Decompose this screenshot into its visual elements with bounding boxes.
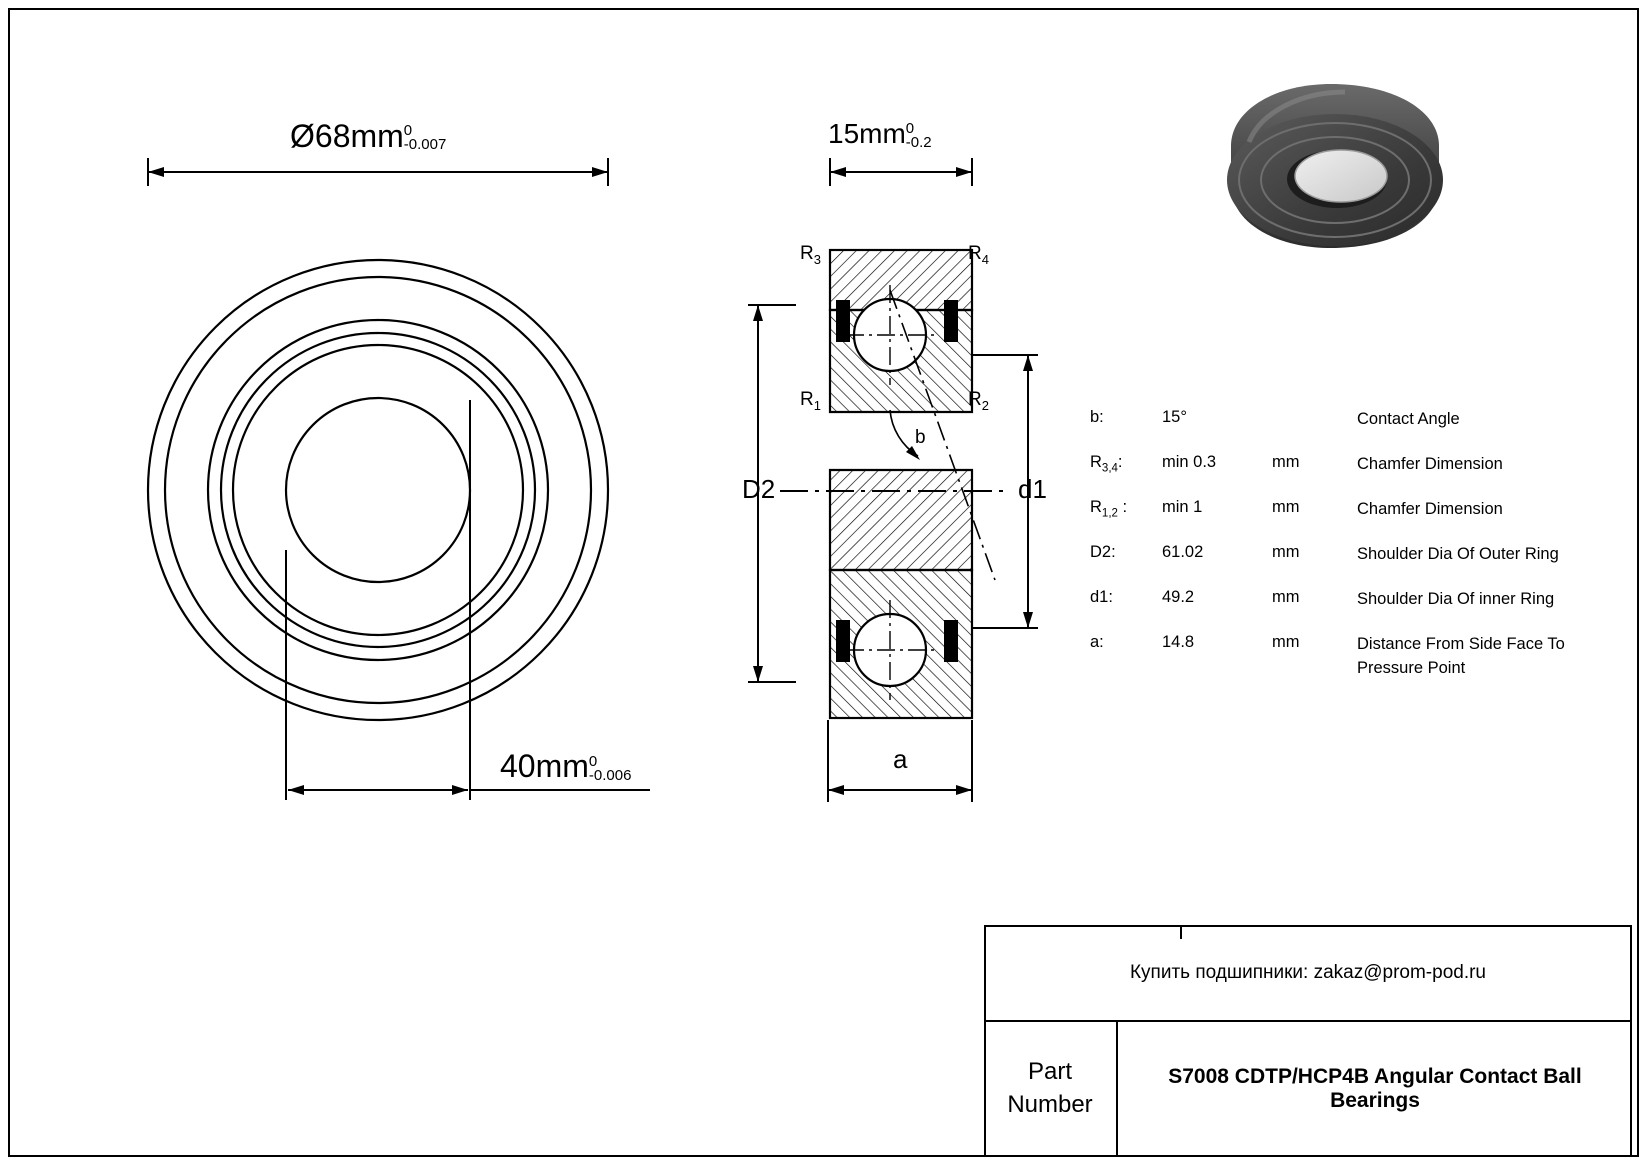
part-label-line2: Number bbox=[1007, 1090, 1093, 1118]
bearing-photo bbox=[1215, 50, 1475, 300]
spec-unit: mm bbox=[1272, 497, 1300, 516]
spec-unit: mm bbox=[1272, 632, 1300, 651]
dimension-width bbox=[828, 118, 932, 150]
spec-description: Chamfer Dimension bbox=[1357, 499, 1503, 518]
contact-email-text: Купить подшипники: zakaz@prom-pod.ru bbox=[1129, 961, 1487, 983]
spec-symbol: b: bbox=[1090, 408, 1104, 426]
spec-row bbox=[1090, 408, 1610, 432]
front-view-diagram bbox=[130, 150, 650, 830]
label-d2: D2 bbox=[742, 474, 776, 504]
spec-row bbox=[1090, 588, 1610, 612]
spec-symbol: a: bbox=[1090, 632, 1104, 651]
bore-tol-upper: 0 bbox=[588, 752, 598, 770]
label-r1: $R_1$ bbox=[800, 389, 821, 413]
spec-symbol: $R_{1,2}$ : bbox=[1090, 497, 1128, 520]
spec-value: 49.2 bbox=[1162, 587, 1195, 606]
spec-row bbox=[1090, 633, 1610, 681]
od-tol-upper: 0 bbox=[403, 121, 413, 139]
spec-value: 61.02 bbox=[1162, 542, 1204, 561]
spec-description: Shoulder Dia Of Outer Ring bbox=[1357, 544, 1559, 563]
dimension-width-value: 15mm bbox=[828, 118, 906, 149]
spec-symbol: D2: bbox=[1090, 542, 1116, 561]
spec-row bbox=[1090, 453, 1610, 477]
label-b: b bbox=[915, 427, 926, 448]
dimension-outer-diameter bbox=[290, 118, 446, 155]
label-r2: $R_2$ bbox=[968, 389, 989, 413]
spec-unit: mm bbox=[1272, 542, 1300, 561]
spec-row bbox=[1090, 498, 1610, 522]
spec-symbol: d1: bbox=[1090, 587, 1113, 606]
dimension-outer-diameter-value: Ø68mm bbox=[290, 118, 404, 154]
part-number-value: S7008 CDTP/HCP4B Angular Contact Ball Bearings bbox=[1168, 1064, 1582, 1112]
spec-symbol: $R_{3,4}$: bbox=[1090, 452, 1123, 475]
spec-value: 14.8 bbox=[1162, 632, 1195, 651]
width-tol-upper: 0 bbox=[905, 119, 915, 137]
spec-table bbox=[1090, 408, 1610, 701]
spec-description: Shoulder Dia Of inner Ring bbox=[1357, 589, 1555, 608]
dimension-bore bbox=[500, 748, 631, 785]
title-block bbox=[984, 925, 1632, 1157]
bore-tol-lower: -0.006 bbox=[588, 766, 632, 784]
part-number-label bbox=[984, 1020, 1116, 1157]
label-r3: $R_3$ bbox=[800, 243, 821, 267]
spec-row bbox=[1090, 543, 1610, 567]
spec-description: Distance From Side Face To Pressure Point bbox=[1357, 634, 1565, 677]
dimension-bore-value: 40mm bbox=[500, 748, 589, 784]
spec-description: Chamfer Dimension bbox=[1357, 454, 1503, 473]
spec-value: 15° bbox=[1162, 408, 1187, 426]
spec-unit: mm bbox=[1272, 587, 1300, 606]
label-r4: $R_4$ bbox=[968, 243, 989, 267]
cross-section-diagram bbox=[740, 150, 1060, 830]
width-tol-lower: -0.2 bbox=[905, 133, 932, 151]
spec-description: Contact Angle bbox=[1357, 410, 1460, 428]
part-label-line1: Part bbox=[1027, 1058, 1072, 1086]
od-tol-lower: -0.007 bbox=[403, 135, 447, 153]
label-d1: d1 bbox=[1018, 474, 1047, 504]
spec-value: min 1 bbox=[1162, 497, 1203, 516]
spec-value: min 0.3 bbox=[1162, 452, 1217, 471]
label-a: a bbox=[893, 744, 908, 774]
spec-unit: mm bbox=[1272, 452, 1300, 471]
